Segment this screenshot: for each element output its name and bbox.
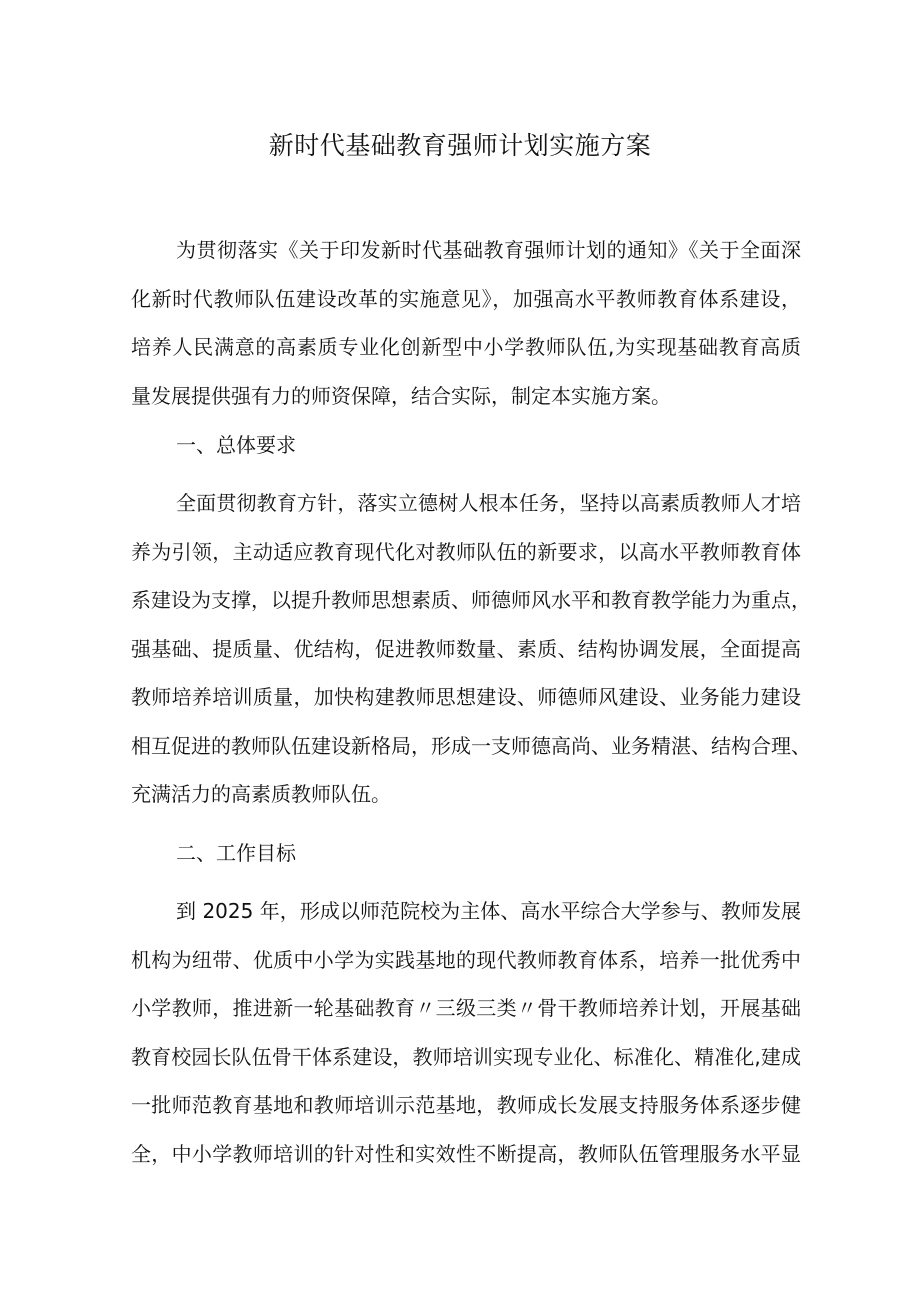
paragraph-line: 化新时代教师队伍建设改革的实施意见》，加强高水平教师教育体系建设， xyxy=(131,286,801,311)
paragraph-line: 相互促进的教师队伍建设新格局，形成一支师德高尚、业务精湛、结构合理、 xyxy=(131,733,811,758)
paragraph-line: 为贯彻落实《关于印发新时代基础教育强师计划的通知》《关于全面深 xyxy=(176,238,801,262)
paragraph-line: 养为引领，主动适应教育现代化对教师队伍的新要求，以高水平教师教育体 xyxy=(131,539,801,564)
document-title: 新时代基础教育强师计划实施方案 xyxy=(268,131,652,160)
paragraph-line: 全，中小学教师培训的针对性和实效性不断提高，教师队伍管理服务水平显 xyxy=(131,1141,801,1166)
paragraph-line: 教育校园长队伍骨干体系建设，教师培训实现专业化、标准化、精准化,建成 xyxy=(131,1044,801,1069)
section-heading-work-goals: 二、工作目标 xyxy=(176,841,296,865)
paragraph-line: 到 2025 年，形成以师范院校为主体、高水平综合大学参与、教师发展 xyxy=(176,899,801,923)
paragraph-line: 系建设为支撑，以提升教师思想素质、师德师风水平和教育教学能力为重点， xyxy=(131,588,811,612)
section-heading-general-requirements: 一、总体要求 xyxy=(176,433,296,457)
section1-paragraph xyxy=(131,479,811,819)
paragraph-line: 培养人民满意的高素质专业化创新型中小学教师队伍,为实现基础教育高质 xyxy=(131,335,801,359)
paragraph-line: 小学教师，推进新一轮基础教育〃三级三类〃骨干教师培养计划，开展基础 xyxy=(131,996,801,1020)
paragraph-line: 充满活力的高素质教师队伍。 xyxy=(131,782,391,806)
paragraph-line: 教师培养培训质量，加快构建教师思想建设、师德师风建设、业务能力建设 xyxy=(131,685,801,709)
paragraph-line: 机构为纽带、优质中小学为实践基地的现代教师教育体系，培养一批优秀中 xyxy=(131,947,801,972)
paragraph-line: 量发展提供强有力的师资保障，结合实际，制定本实施方案。 xyxy=(131,383,671,408)
intro-paragraph xyxy=(131,226,801,420)
paragraph-line: 强基础、提质量、优结构，促进教师数量、素质、结构协调发展，全面提高 xyxy=(131,636,801,661)
section2-paragraph xyxy=(131,887,801,1178)
paragraph-line: 全面贯彻教育方针，落实立德树人根本任务，坚持以高素质教师人才培 xyxy=(176,491,801,515)
paragraph-line: 一批师范教育基地和教师培训示范基地，教师成长发展支持服务体系逐步健 xyxy=(131,1093,801,1117)
